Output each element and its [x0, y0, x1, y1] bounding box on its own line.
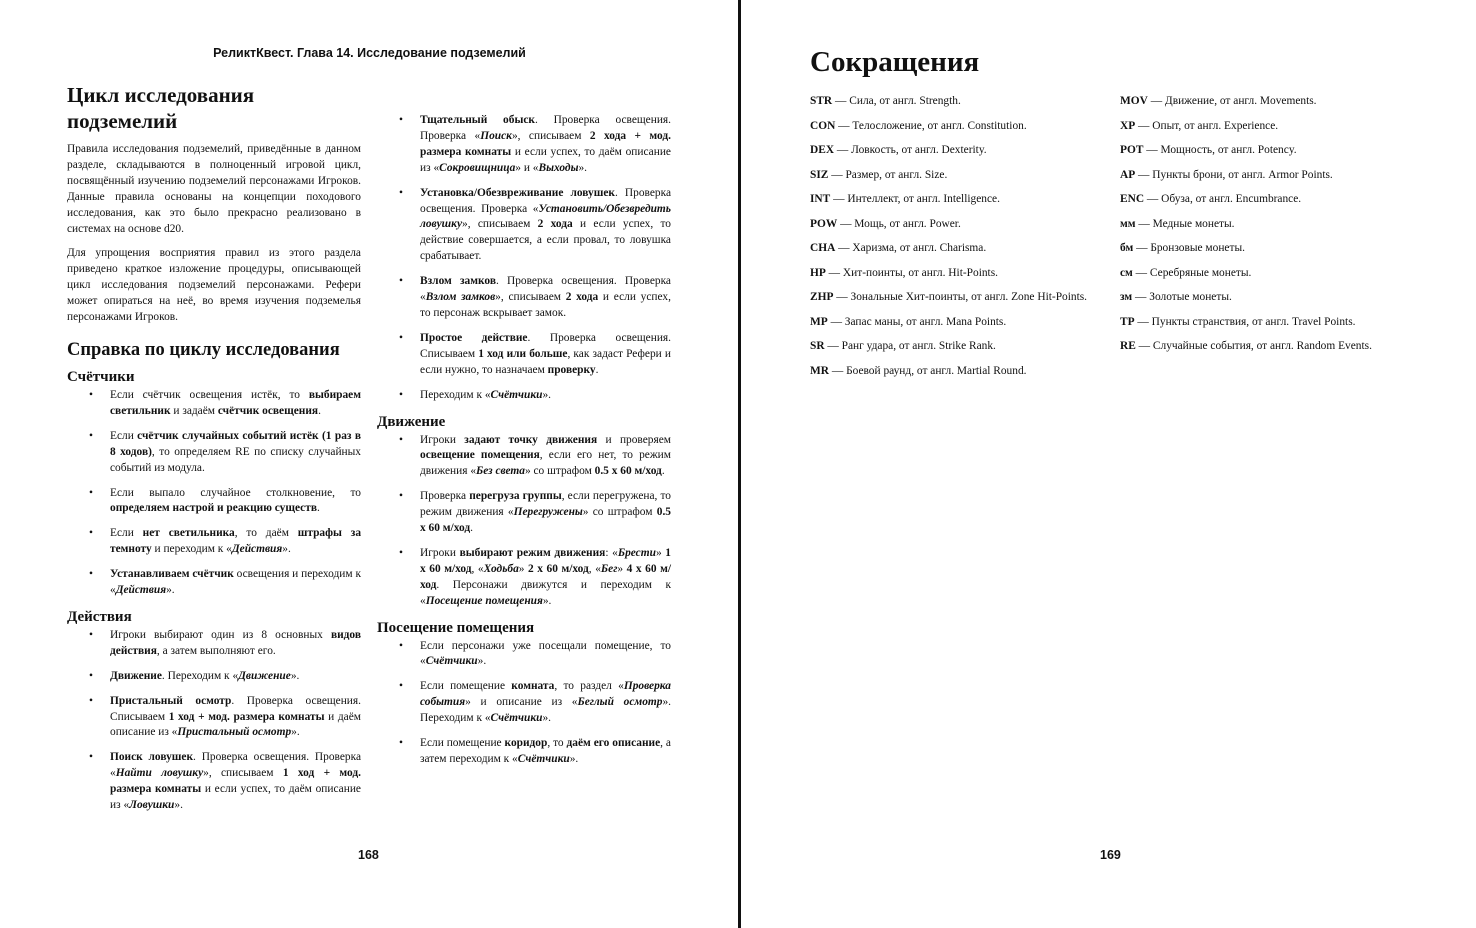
abbreviation-definition: — Движение, от англ. Movements. — [1147, 95, 1317, 107]
page-number: 169 — [1100, 848, 1121, 862]
right-column — [377, 113, 671, 777]
abbreviation-entry — [810, 363, 1110, 388]
list-item: • Если счётчик освещения истёк, то выбираем светильник и задаём счётчик освещения. — [67, 388, 361, 420]
abbreviation-term: AP — [1120, 168, 1136, 181]
counters-list — [67, 388, 361, 599]
abbreviation-entry — [1120, 191, 1440, 216]
list-item: • Движение. Переходим к «Движение». — [67, 669, 361, 685]
abbreviation-term: SIZ — [810, 168, 829, 181]
actions-heading: Действия — [67, 608, 132, 625]
abbreviation-definition: — Хит-поинты, от англ. Hit-Points. — [825, 266, 998, 279]
list-item: • Если помещение комната, то раздел «Проверка события» и описание из «Беглый осмотр». Переходим к «Счётчики». — [377, 679, 671, 727]
abbreviation-definition: — Пункты странствия, от англ. Travel Points. — [1134, 315, 1356, 328]
abbreviation-term: POT — [1120, 144, 1144, 156]
abbreviations-column-2 — [1120, 93, 1440, 363]
page-divider — [738, 0, 741, 928]
abbreviation-term: CHA — [810, 242, 836, 254]
abbreviation-term: XP — [1120, 119, 1136, 132]
abbreviation-definition: — Мощь, от англ. Power. — [837, 217, 961, 230]
list-item: • Пристальный осмотр. Проверка освещения. Списываем 1 ход + мод. размера комнаты и даём описание из «Пристальный осмотр». — [67, 694, 361, 742]
abbreviation-term: мм — [1120, 217, 1136, 230]
list-item: • Поиск ловушек. Проверка освещения. Проверка «Найти ловушку», списываем 1 ход + мод. размера комнаты и если успех, то даём описание из «Ловушки». — [67, 750, 361, 814]
abbreviation-entry — [810, 338, 1110, 363]
abbreviation-definition: — Мощность, от англ. Potency. — [1143, 144, 1297, 156]
room-visit-list — [377, 639, 671, 768]
list-item: • Если персонажи уже посещали помещение, то «Счётчики». — [377, 639, 671, 671]
abbreviation-definition: — Размер, от англ. Size. — [828, 168, 948, 181]
reference-heading: Справка по циклу исследования — [67, 339, 340, 360]
abbreviation-definition: — Серебряные монеты. — [1132, 266, 1252, 279]
list-item: • Устанавливаем счётчик освещения и переходим к «Действия». — [67, 567, 361, 599]
abbreviation-term: бм — [1120, 242, 1134, 254]
abbreviation-term: MR — [810, 364, 829, 377]
list-item: • Взлом замков. Проверка освещения. Проверка «Взлом замков», списываем 2 хода и если успех, то персонаж вскрывает замок. — [377, 274, 671, 322]
abbreviation-definition: — Обуза, от англ. Encumbrance. — [1144, 193, 1302, 205]
abbreviation-definition: — Интеллект, от англ. Intelligence. — [830, 193, 1000, 205]
running-head: РеликтКвест. Глава 14. Исследование подземелий — [213, 46, 526, 60]
abbreviation-term: ZHP — [810, 291, 834, 303]
abbreviation-term: MP — [810, 315, 828, 328]
abbreviation-term: INT — [810, 193, 831, 205]
abbreviation-definition: — Зональные Хит-поинты, от англ. Zone Hit-Points. — [833, 291, 1088, 303]
abbreviation-entry — [1120, 338, 1440, 363]
abbreviation-definition: — Харизма, от англ. Charisma. — [835, 242, 987, 254]
abbreviation-term: HP — [810, 266, 826, 279]
abbreviation-entry — [1120, 265, 1440, 290]
abbreviation-term: STR — [810, 95, 833, 107]
list-item: • Игроки выбирают один из 8 основных видов действия, а затем выполняют его. — [67, 628, 361, 660]
abbreviation-definition: — Золотые монеты. — [1132, 291, 1232, 303]
abbreviation-entry — [1120, 240, 1440, 265]
abbreviation-definition: — Случайные события, от англ. Random Events. — [1135, 340, 1372, 352]
abbreviation-entry — [810, 289, 1110, 314]
abbreviation-definition: — Ловкость, от англ. Dexterity. — [834, 144, 987, 156]
abbreviation-entry — [810, 216, 1110, 241]
section-heading: Цикл исследования подземелий — [67, 83, 255, 133]
actions-list — [67, 628, 361, 814]
abbreviation-entry — [1120, 289, 1440, 314]
abbreviation-entry — [1120, 314, 1440, 339]
abbreviation-entry — [810, 314, 1110, 339]
abbreviation-term: SR — [810, 340, 825, 352]
abbreviation-term: POW — [810, 217, 838, 230]
abbreviation-definition: — Сила, от англ. Strength. — [832, 95, 961, 107]
abbreviation-term: ENC — [1120, 193, 1145, 205]
list-item: • Проверка перегруза группы, если перегружена, то режим движения «Перегружены» со штрафом 0.5 x 60 м/ход. — [377, 489, 671, 537]
abbreviation-definition: — Бронзовые монеты. — [1133, 242, 1245, 254]
abbreviation-entry — [810, 191, 1110, 216]
abbreviations-column-1 — [810, 93, 1110, 387]
abbreviation-term: DEX — [810, 144, 835, 156]
abbreviation-entry — [1120, 167, 1440, 192]
list-item: • Игроки выбирают режим движения: «Брести» 1 x 60 м/ход, «Ходьба» 2 x 60 м/ход, «Бег» 4 x 60 м/ход. Персонажи движутся и переходим к «Посещение помещения». — [377, 546, 671, 610]
list-item: • Игроки задают точку движения и проверяем освещение помещения, если его нет, то режим движения «Без света» со штрафом 0.5 x 60 м/ход. — [377, 433, 671, 481]
abbreviation-entry — [1120, 142, 1440, 167]
abbreviation-definition: — Медные монеты. — [1135, 217, 1235, 230]
counters-heading: Счётчики — [67, 368, 135, 385]
abbreviation-term: см — [1120, 266, 1133, 279]
abbreviation-definition: — Опыт, от англ. Experience. — [1135, 119, 1279, 132]
abbreviation-definition: — Запас маны, от англ. Mana Points. — [827, 315, 1007, 328]
list-item: • Тщательный обыск. Проверка освещения. Проверка «Поиск», списываем 2 хода + мод. размера комнаты и если успех, то даём описание из «Сокровищница» и «Выходы». — [377, 113, 671, 177]
abbreviation-entry — [810, 265, 1110, 290]
abbreviation-entry — [810, 142, 1110, 167]
abbreviation-entry — [810, 118, 1110, 143]
movement-list — [377, 433, 671, 610]
abbreviation-entry — [1120, 216, 1440, 241]
list-item: • Переходим к «Счётчики». — [377, 388, 671, 404]
abbreviation-entry — [810, 93, 1110, 118]
intro-paragraph: Правила исследования подземелий, приведённые в данном разделе, складываются в полноценный игровой цикл, посвящённый изучению подземелий персонажами Игроков. Данные правила основаны на концепции походового исследования, как это было прекрасно реализовано в системах на основе d20. — [67, 143, 361, 235]
abbreviation-definition: — Пункты брони, от англ. Armor Points. — [1135, 168, 1333, 181]
left-column — [67, 82, 361, 823]
room-visit-heading: Посещение помещения — [377, 619, 535, 636]
actions-list-continued — [377, 113, 671, 404]
list-item: • Если выпало случайное столкновение, то определяем настрой и реакцию существ. — [67, 486, 361, 518]
abbreviation-term: MOV — [1120, 95, 1148, 107]
list-item: • Установка/Обезвреживание ловушек. Проверка освещения. Проверка «Установить/Обезвредить ловушку», списываем 2 хода и если успех, то действие совершается, а если провал, то ловушка срабатывает. — [377, 186, 671, 266]
page-number: 168 — [358, 848, 379, 862]
intro-paragraph: Для упрощения восприятия правил из этого раздела приведено краткое изложение процедуры, описывающей цикл исследования подземелий персонажами. Рефери может опираться на неё, во время изучения подземелья персонажами Игроков. — [67, 247, 361, 324]
abbreviation-definition: — Ранг удара, от англ. Strike Rank. — [824, 340, 996, 352]
abbreviation-definition: — Боевой раунд, от англ. Martial Round. — [828, 364, 1027, 377]
abbreviation-entry — [810, 240, 1110, 265]
movement-heading: Движение — [377, 413, 446, 430]
right-page — [742, 0, 1476, 928]
list-item: • Если нет светильника, то даём штрафы за темноту и переходим к «Действия». — [67, 526, 361, 558]
abbreviation-term: зм — [1120, 291, 1133, 303]
abbreviation-term: RE — [1120, 340, 1136, 352]
list-item: • Если помещение коридор, то даём его описание, а затем переходим к «Счётчики». — [377, 736, 671, 768]
list-item: • Простое действие. Проверка освещения. Списываем 1 ход или больше, как задаст Рефери и если нужно, то назначаем проверку. — [377, 331, 671, 379]
abbreviation-term: TP — [1120, 315, 1135, 328]
abbreviation-term: CON — [810, 119, 836, 132]
abbreviation-definition: — Телосложение, от англ. Constitution. — [835, 119, 1027, 132]
abbreviation-entry — [1120, 93, 1440, 118]
abbreviation-entry — [810, 167, 1110, 192]
abbreviation-entry — [1120, 118, 1440, 143]
abbreviations-title: Сокращения — [810, 46, 980, 78]
list-item: • Если счётчик случайных событий истёк (1 раз в 8 ходов), то определяем RE по списку случайных событий из модула. — [67, 429, 361, 477]
